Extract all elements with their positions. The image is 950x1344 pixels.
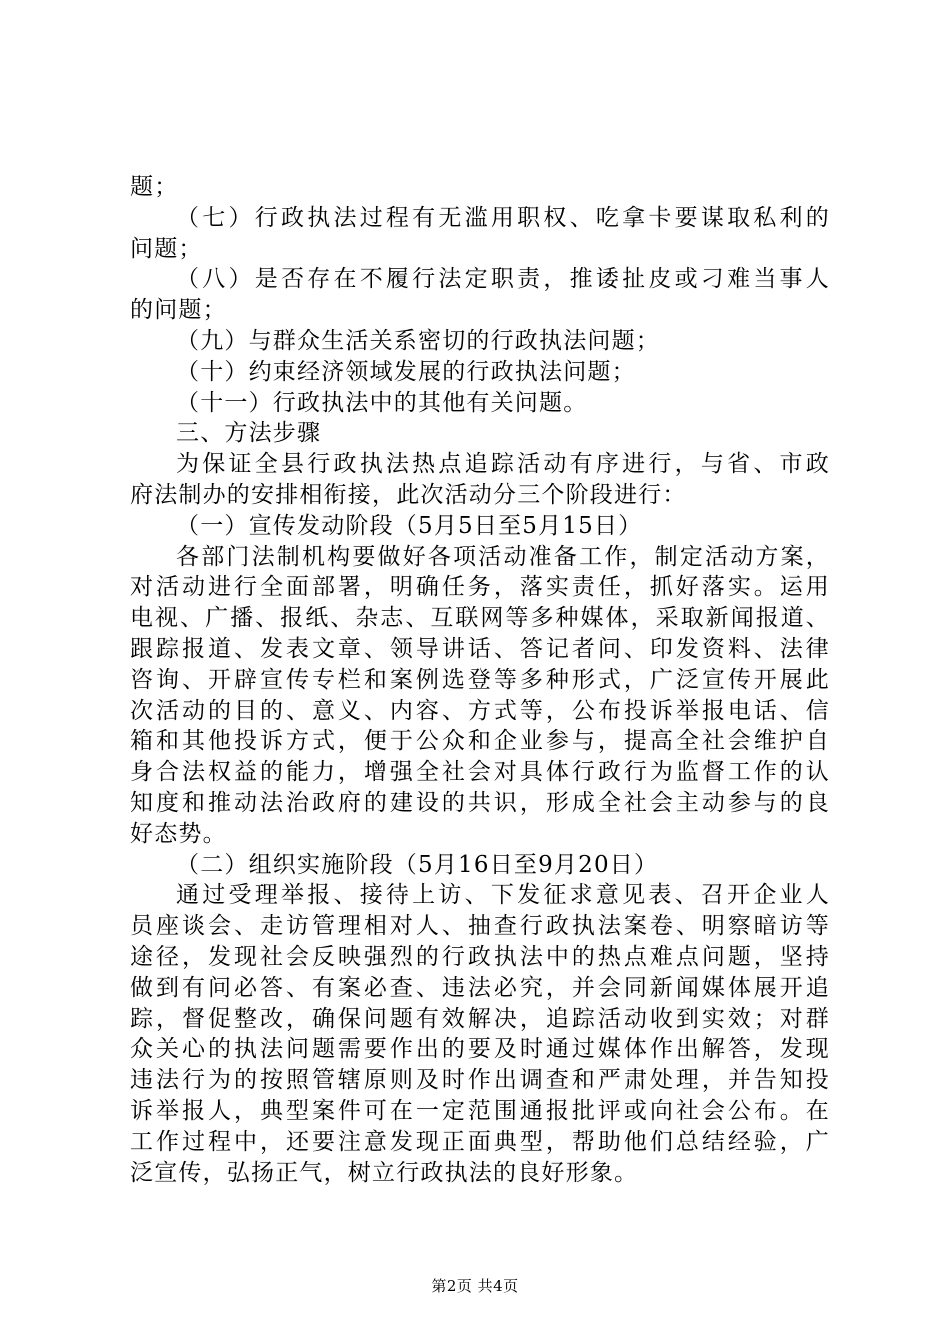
text-line: 途径，发现社会反映强烈的行政执法中的热点难点问题，坚持 [130, 943, 830, 970]
text-line: 三、方法步骤 [176, 420, 322, 447]
document-body [130, 172, 830, 1188]
text-line: 身合法权益的能力，增强全社会对具体行政行为监督工作的认 [130, 759, 830, 786]
text-line: （九）与群众生活关系密切的行政执法问题； [176, 327, 660, 354]
text-line: 次活动的目的、意义、内容、方式等，公布投诉举报电话、信 [130, 697, 830, 724]
text-line: （二）组织实施阶段（5月16日至9月20日） [176, 851, 659, 878]
text-line: （十一）行政执法中的其他有关问题。 [176, 389, 588, 416]
text-line: 咨询、开辟宣传专栏和案例选登等多种形式，广泛宣传开展此 [130, 666, 830, 693]
text-line: 箱和其他投诉方式，便于公众和企业参与，提高全社会维护自 [130, 728, 830, 755]
text-line: 府法制办的安排相衔接，此次活动分三个阶段进行： [130, 481, 687, 508]
text-line: （十）约束经济领域发展的行政执法问题； [176, 358, 636, 385]
text-line: 好态势。 [130, 820, 227, 847]
text-line: 工作过程中，还要注意发现正面典型，帮助他们总结经验，广 [130, 1128, 830, 1155]
text-line: 问题； [130, 235, 203, 262]
text-line: 通过受理举报、接待上访、下发征求意见表、召开企业人 [176, 882, 830, 909]
text-line: （八）是否存在不履行法定职责，推诿扯皮或刁难当事人 [176, 266, 830, 293]
text-line: 做到有问必答、有案必查、违法必究，并会同新闻媒体展开追 [130, 974, 830, 1001]
text-line: （一）宣传发动阶段（5月5日至5月15日） [176, 512, 643, 539]
text-line: 的问题； [130, 297, 227, 324]
text-line: 知度和推动法治政府的建设的共识，形成全社会主动参与的良 [130, 789, 830, 816]
text-line: 诉举报人，典型案件可在一定范围通报批评或向社会公布。在 [130, 1097, 830, 1124]
text-line: 员座谈会、走访管理相对人、抽查行政执法案卷、明察暗访等 [130, 913, 830, 940]
text-line: 众关心的执法问题需要作出的要及时通过媒体作出解答，发现 [130, 1036, 830, 1063]
text-line: 泛宣传，弘扬正气，树立行政执法的良好形象。 [130, 1159, 639, 1186]
text-line: 各部门法制机构要做好各项活动准备工作，制定活动方案， [176, 543, 830, 570]
text-line: 为保证全县行政执法热点追踪活动有序进行，与省、市政 [176, 451, 830, 478]
page-footer: 第2页 共4页 [431, 1277, 519, 1295]
text-line: （七）行政执法过程有无滥用职权、吃拿卡要谋取私利的 [176, 204, 830, 231]
text-line: 踪，督促整改，确保问题有效解决，追踪活动收到实效；对群 [130, 1005, 830, 1032]
text-line: 跟踪报道、发表文章、领导讲话、答记者问、印发资料、法律 [130, 635, 830, 662]
text-line: 对活动进行全面部署，明确任务，落实责任，抓好落实。运用 [130, 574, 830, 601]
text-line: 违法行为的按照管辖原则及时作出调查和严肃处理，并告知投 [130, 1067, 830, 1094]
text-line: 电视、广播、报纸、杂志、互联网等多种媒体，采取新闻报道、 [130, 605, 830, 632]
text-line: 题； [130, 174, 179, 200]
